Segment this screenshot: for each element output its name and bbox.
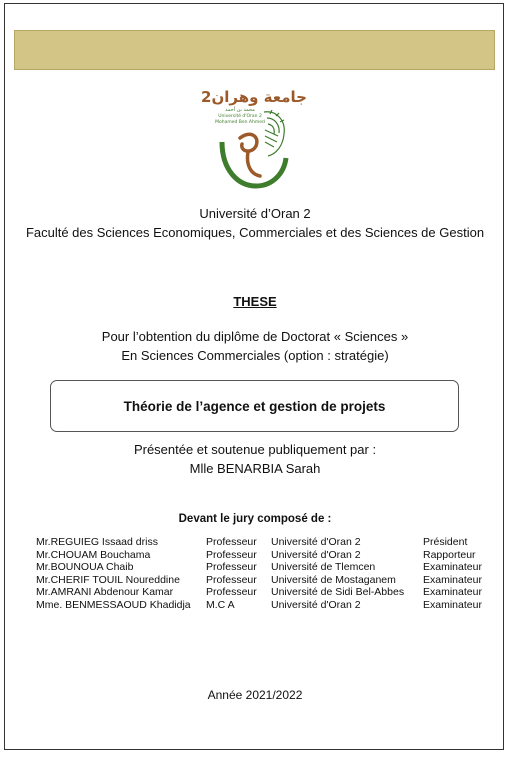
logo-lion-icon xyxy=(264,110,284,156)
jury-row xyxy=(36,586,493,599)
jury-grade: Professeur xyxy=(206,561,257,574)
jury-name: Mr.CHERIF TOUIL Noureddine xyxy=(36,573,180,586)
author-name: Mlle BENARBIA Sarah xyxy=(189,461,321,476)
presented-by: Présentée et soutenue publiquement par : xyxy=(133,442,377,457)
thesis-title: Théorie de l’agence et gestion de projets xyxy=(123,398,386,414)
logo-text-line1: محمد بن أحمد xyxy=(225,107,255,113)
header-banner xyxy=(14,30,495,70)
jury-grade: Professeur xyxy=(206,586,257,599)
academic-year: Année 2021/2022 xyxy=(207,688,303,702)
jury-institution: Université de Sidi Bel-Abbes xyxy=(271,586,405,599)
jury-institution: Université d'Oran 2 xyxy=(271,536,361,548)
purpose-line-2: En Sciences Commerciales (option : stratégie) xyxy=(121,348,389,363)
jury-role: Examinateur xyxy=(423,573,482,586)
jury-role: Président xyxy=(423,536,468,548)
logo-text-line2: Université d'Oran 2 xyxy=(218,114,262,119)
jury-institution: Université de Tlemcen xyxy=(271,561,376,574)
jury-row xyxy=(36,561,493,574)
jury-institution: Université de Mostaganem xyxy=(271,573,396,586)
document-type: THESE xyxy=(233,294,277,309)
jury-table xyxy=(36,536,493,612)
purpose-line-1: Pour l’obtention du diplôme de Doctorat « Sciences » xyxy=(101,329,409,344)
jury-grade: M.C A xyxy=(206,598,235,611)
jury-name: Mr.CHOUAM Bouchama xyxy=(36,548,151,561)
jury-name: Mr.REGUIEG Issaad driss xyxy=(36,536,158,548)
jury-grade: Professeur xyxy=(206,548,257,561)
jury-name: Mr.AMRANI Abdenour Kamar xyxy=(36,586,174,599)
jury-role: Examinateur xyxy=(423,586,482,599)
jury-role: Examinateur xyxy=(423,561,482,574)
jury-institution: Université d'Oran 2 xyxy=(271,598,361,611)
logo-calligraphy xyxy=(240,134,260,176)
faculty-name: Faculté des Sciences Economiques, Commerciales et des Sciences de Gestion xyxy=(25,225,485,240)
jury-row xyxy=(36,574,493,587)
jury-grade: Professeur xyxy=(206,573,257,586)
jury-institution: Université d'Oran 2 xyxy=(271,548,361,561)
university-name: Université d’Oran 2 xyxy=(199,206,311,221)
jury-name: Mr.BOUNOUA Chaib xyxy=(36,561,134,574)
jury-row xyxy=(36,549,493,562)
logo-arabic-text: جامعة وهران2 xyxy=(201,88,307,106)
jury-name: Mme. BENMESSAOUD Khadidja xyxy=(36,598,191,611)
thesis-title-box xyxy=(50,380,459,432)
jury-role: Rapporteur xyxy=(423,548,476,561)
jury-heading: Devant le jury composé de : xyxy=(178,513,332,525)
jury-row xyxy=(36,536,493,549)
university-logo xyxy=(201,86,307,196)
jury-role: Examinateur xyxy=(423,598,482,611)
logo-text-line3: Mohamed Ben Ahmed xyxy=(215,120,265,125)
jury-grade: Professeur xyxy=(206,536,257,548)
jury-row xyxy=(36,599,493,612)
